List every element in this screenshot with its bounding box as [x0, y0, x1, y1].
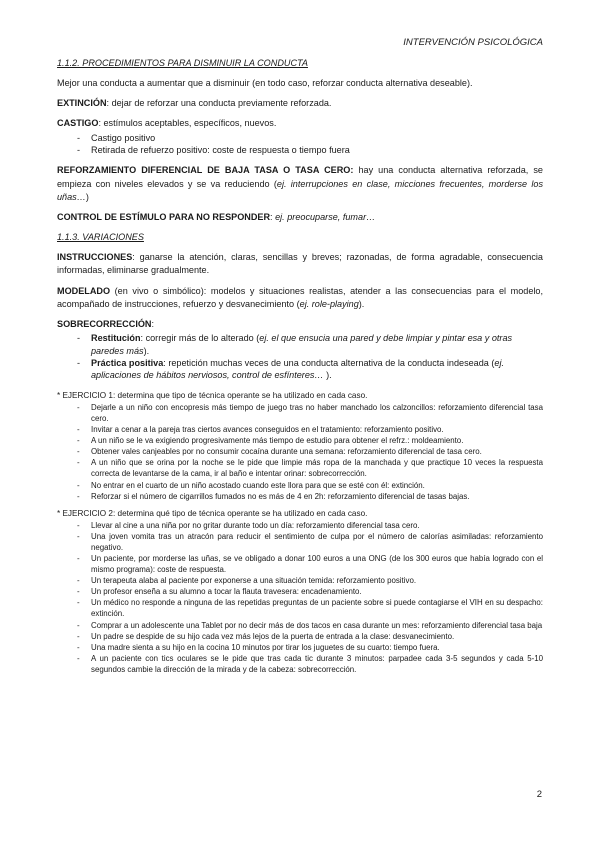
term-sobrecorreccion: SOBRECORRECCIÓN — [57, 319, 152, 330]
list-item: - A un niño que se orina por la noche se le pide que limpie más ropa de la manchada y que practique 10 veces la respuesta correcta de levantarse de la cama, ir al baño e intentar orinar: sobrecorrección. — [57, 457, 543, 479]
modelado-example: ej. role-playing — [299, 298, 359, 309]
item-example: ej. el que ensucia una pared y debe limpiar y pintar esa y otras paredes más — [91, 333, 513, 356]
list-item: - Un profesor enseña a su alumno a tocar la flauta travesera: encadenamiento. — [57, 586, 543, 597]
rdb-text: hay una conducta alternativa reforzada, se empieza con niveles elevados y se va reduciendo ( — [57, 165, 543, 189]
control-example: ej. preocuparse, fumar… — [275, 212, 376, 223]
sobrecorreccion-list — [57, 332, 543, 382]
page-content — [57, 57, 543, 681]
section-heading-1-1-2: 1.1.2. PROCEDIMIENTOS PARA DISMINUIR LA CONDUCTA — [57, 58, 308, 68]
exercise-1-list — [57, 402, 543, 502]
exercise-2-title: * EJERCICIO 2: determina qué tipo de técnica operante se ha utilizado en cada caso. — [57, 508, 368, 518]
item-end: ). — [326, 370, 332, 381]
list-item: - Llevar al cine a una niña por no gritar durante todo un día: reforzamiento diferencial tasa cero. — [57, 520, 543, 531]
list-item: - Invitar a cenar a la pareja tras ciertos avances conseguidos en el tratamiento: reforzamiento positivo. — [57, 424, 543, 435]
exercise-2-list — [57, 520, 543, 675]
rdb-paragraph — [57, 164, 543, 204]
list-item: - Retirada de refuerzo positivo: coste de respuesta o tiempo fuera — [57, 144, 543, 156]
sobrecorreccion-paragraph — [57, 318, 543, 331]
list-item: - Dejarle a un niño con encopresis más tiempo de juego tras no haber manchado los calzoncillos: reforzamiento diferencial tasa cero. — [57, 402, 543, 424]
page-number: 2 — [536, 789, 542, 800]
modelado-text: (en vivo o simbólico): modelos y situaciones realistas, atender a las consecuencias para el modelo, acompañado de instrucciones, refuerzo y desvanecimiento ( — [57, 285, 543, 309]
list-item — [57, 332, 543, 357]
running-header: INTERVENCIÓN PSICOLÓGICA — [403, 37, 543, 48]
castigo-text: : estímulos aceptables, específicos, nuevos. — [98, 118, 277, 129]
extincion-paragraph — [57, 97, 543, 110]
list-item: - A un paciente con tics oculares se le pide que tras cada tic durante 3 minutos: parpadee cada 3-5 segundos y cada 5-10 segundos cambie la dirección de la mirada y de la cabeza: sobrecorrección. — [57, 653, 543, 675]
instrucciones-paragraph — [57, 251, 543, 277]
list-item: - No entrar en el cuarto de un niño acostado cuando este llora para que se esté con él: extinción. — [57, 480, 543, 491]
list-item: - Una madre sienta a su hijo en la cocina 10 minutos por tirar los juguetes de su cuarto: tiempo fuera. — [57, 642, 543, 653]
instrucciones-text: : ganarse la atención, claras, sencillas y breves; razonadas, de forma agradable, consecuencia informadas, eliminarse gradualmente. — [57, 252, 543, 276]
term-control: CONTROL DE ESTÍMULO PARA NO RESPONDER — [57, 212, 271, 223]
intro-paragraph: Mejor una conducta a aumentar que a disminuir (en todo caso, reforzar conducta alternativa deseable). — [57, 78, 473, 88]
sobrecorreccion-colon: : — [151, 319, 155, 330]
term-rdb: REFORZAMIENTO DIFERENCIAL DE BAJA TASA O TASA CERO: — [57, 165, 354, 176]
item-text: : corregir más de lo alterado ( — [140, 333, 260, 344]
term-extincion: EXTINCIÓN — [57, 98, 107, 109]
rdb-example: ej. interrupciones en clase, micciones frecuentes, morderse los uñas… — [57, 178, 543, 202]
list-item: - Reforzar si el número de cigarrillos fumados no es más de 4 en 2h: reforzamiento diferencial de tasas bajas. — [57, 491, 543, 502]
item-end: ). — [143, 345, 150, 356]
term-castigo: CASTIGO — [57, 118, 99, 129]
item-text: : repetición muchas veces de una conducta alternativa de la conducta indeseada ( — [163, 358, 495, 369]
term-restitucion: Restitución — [91, 333, 141, 344]
extincion-text: : dejar de reforzar una conducta previamente reforzada. — [106, 98, 332, 109]
term-practica-positiva: Práctica positiva — [91, 358, 164, 369]
castigo-paragraph — [57, 117, 543, 130]
list-item: - A un niño se le va exigiendo progresivamente más tiempo de estudio para obtener el refrz.: moldeamiento. — [57, 435, 543, 446]
list-item: - Un padre se despide de su hijo cada vez más lejos de la puerta de entrada a la clase: desvanecimiento. — [57, 631, 543, 642]
list-item: - Un médico no responde a ninguna de las repetidas preguntas de un paciente sobre si puede contagiarse el VIH en su despacho: extinción. — [57, 597, 543, 619]
control-text: : — [270, 212, 276, 223]
list-item — [57, 357, 543, 382]
list-item: - Un paciente, por morderse las uñas, se ve obligado a donar 100 euros a una ONG (de los 300 euros que había logrado con el mismo programa): coste de respuesta. — [57, 553, 543, 575]
term-instrucciones: INSTRUCCIONES — [57, 252, 133, 263]
list-item: - Un terapeuta alaba al paciente por exponerse a una situación temida: reforzamiento positivo. — [57, 575, 543, 586]
list-item: - Castigo positivo — [57, 132, 543, 144]
term-modelado: MODELADO — [57, 285, 111, 296]
rdb-end: ) — [85, 191, 89, 202]
exercise-1-title: * EJERCICIO 1: determina que tipo de técnica operante se ha utilizado en cada caso. — [57, 390, 368, 400]
modelado-paragraph — [57, 285, 543, 311]
modelado-end: ). — [358, 298, 365, 309]
castigo-list — [57, 132, 543, 157]
list-item: - Una joven vomita tras un atracón para reducir el sentimiento de culpa por el número de calorías asimiladas: reforzamiento negativo. — [57, 531, 543, 553]
item-example: ej. aplicaciones de hábitos nerviosos, control de esfínteres… — [91, 358, 505, 381]
list-item: - Obtener vales canjeables por no consumir cocaína durante una semana: reforzamiento diferencial de tasa cero. — [57, 446, 543, 457]
section-heading-1-1-3: 1.1.3. VARIACIONES — [57, 232, 144, 243]
control-paragraph — [57, 211, 543, 224]
list-item: - Comprar a un adolescente una Tablet por no decir más de dos tacos en casa durante un mes: reforzamiento diferencial tasa baja — [57, 620, 543, 631]
